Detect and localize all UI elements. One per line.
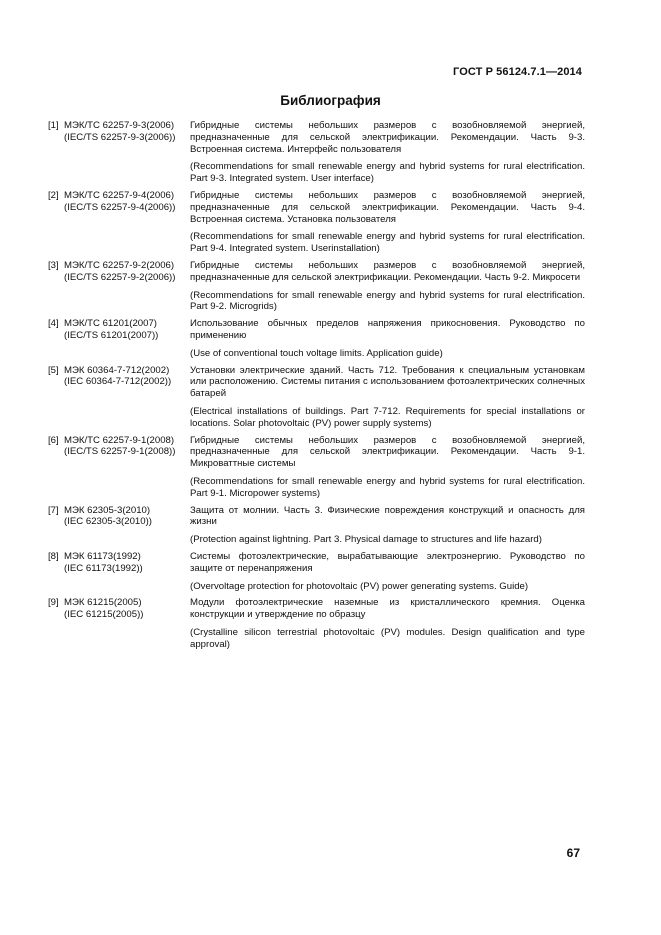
bibliography-entry bbox=[48, 551, 585, 592]
bibliography-entry bbox=[48, 318, 585, 359]
reference-ru: МЭК/ТС 62257-9-3(2006) bbox=[64, 120, 175, 131]
entry-title-ru: Модули фотоэлектрические наземные из кристаллического кремния. Оценка конструкции и утверждение по образцу bbox=[190, 597, 585, 621]
entry-title-en: (Electrical installations of buildings. Part 7-712. Requirements for special installations or locations. Solar photovoltaic (PV) power supply systems) bbox=[190, 405, 585, 429]
entry-number: [9] bbox=[48, 597, 59, 609]
entry-title-en: (Recommendations for small renewable energy and hybrid systems for rural electrification. Part 9-1. Micropower systems) bbox=[190, 475, 585, 499]
entry-reference bbox=[64, 190, 190, 255]
entry-title-en: (Use of conventional touch voltage limits. Application guide) bbox=[190, 347, 443, 359]
entry-number: [8] bbox=[48, 550, 59, 562]
bibliography-list bbox=[48, 120, 585, 655]
reference-ru: МЭК/ТС 62257-9-2(2006) bbox=[64, 259, 175, 271]
bibliography-entry bbox=[48, 365, 585, 430]
reference-en: (IEC/TS 62257-9-3(2006)) bbox=[64, 131, 176, 143]
entry-title-en: (Overvoltage protection for photovoltaic (PV) power generating systems. Guide) bbox=[190, 580, 529, 592]
reference-en: (IEC/TS 62257-9-1(2008)) bbox=[64, 446, 176, 458]
bibliography-entry bbox=[48, 435, 585, 500]
entry-number: [3] bbox=[48, 259, 59, 271]
entry-title-ru: Использование обычных пределов напряжения прикосновения. Руководство по применению bbox=[190, 318, 585, 341]
entry-title-en: (Crystalline silicon terrestrial photovoltaic (PV) modules. Design qualification and type approval) bbox=[190, 626, 585, 650]
entry-title-ru: Гибридные системы небольших размеров с возобновляемой энергией, предназначенные для сельской электрификации. Рекомендации. Часть 9-3. Встроенная система. Интерфейс пользователя bbox=[190, 120, 585, 155]
page-number: 67 bbox=[566, 846, 580, 860]
reference-en: (IEC/TS 62257-9-2(2006)) bbox=[64, 271, 176, 283]
bibliography-entry bbox=[48, 260, 585, 313]
entry-title-en: (Recommendations for small renewable energy and hybrid systems for rural electrification. Part 9-2. Microgrids) bbox=[190, 289, 585, 313]
entry-number: [6] bbox=[48, 434, 59, 446]
bibliography-entry bbox=[48, 120, 585, 185]
document-header: ГОСТ Р 56124.7.1—2014 bbox=[453, 66, 582, 78]
entry-number: [2] bbox=[48, 189, 59, 201]
entry-number: [1] bbox=[48, 120, 59, 131]
reference-en: (IEC 61215(2005)) bbox=[64, 609, 144, 621]
entry-title-en: (Recommendations for small renewable energy and hybrid systems for rural electrification. Part 9-3. Integrated system. User interface) bbox=[190, 161, 585, 185]
reference-ru: МЭК/ТС 61201(2007) bbox=[64, 318, 158, 330]
bibliography-entry bbox=[48, 505, 585, 546]
entry-reference bbox=[64, 365, 190, 430]
entry-reference bbox=[64, 551, 190, 592]
entry-title-ru: Установки электрические зданий. Часть 712. Требования к специальным установкам или расположению. Системы питания с использованием фотоэлектрических солнечных батарей bbox=[190, 364, 585, 400]
reference-ru: МЭК 60364-7-712(2002) bbox=[64, 364, 170, 376]
entry-reference bbox=[64, 597, 190, 650]
entry-reference bbox=[64, 260, 190, 313]
entry-title-ru: Гибридные системы небольших размеров с возобновляемой энергией, предназначенные для сельской электрификации. Рекомендации. Часть 9-1. Микроваттные системы bbox=[190, 434, 585, 470]
reference-en: (IEC 61173(1992)) bbox=[64, 562, 143, 574]
entry-number: [7] bbox=[48, 504, 59, 516]
entry-title-en: (Protection against lightning. Part 3. Physical damage to structures and life hazard) bbox=[190, 534, 542, 546]
reference-ru: МЭК 62305-3(2010) bbox=[64, 504, 151, 516]
entry-reference bbox=[64, 505, 190, 546]
reference-en: (IEC/TS 62257-9-4(2006)) bbox=[64, 201, 176, 213]
reference-ru: МЭК/ТС 62257-9-4(2006) bbox=[64, 189, 175, 201]
entry-number: [4] bbox=[48, 318, 59, 330]
reference-ru: МЭК 61215(2005) bbox=[64, 597, 142, 609]
entry-title-en: (Recommendations for small renewable energy and hybrid systems for rural electrification. Part 9-4. Integrated system. Userinstallation) bbox=[190, 231, 585, 255]
reference-ru: МЭК 61173(1992) bbox=[64, 550, 141, 562]
reference-ru: МЭК/ТС 62257-9-1(2008) bbox=[64, 434, 175, 446]
entry-number: [5] bbox=[48, 364, 59, 376]
bibliography-entry bbox=[48, 190, 585, 255]
entry-title-ru: Системы фотоэлектрические, вырабатывающие электроэнергию. Руководство по защите от перенапряжения bbox=[190, 550, 585, 574]
entry-reference bbox=[64, 435, 190, 500]
bibliography-entry bbox=[48, 597, 585, 650]
reference-en: (IEC/TS 61201(2007)) bbox=[64, 329, 159, 341]
reference-en: (IEC 60364-7-712(2002)) bbox=[64, 376, 172, 388]
entry-title-ru: Гибридные системы небольших размеров с возобновляемой энергией, предназначенные для сельской электрификации. Рекомендации. Часть 9-2. Микросети bbox=[190, 259, 585, 283]
entry-title-ru: Защита от молнии. Часть 3. Физические повреждения конструкций и опасность для жизни bbox=[190, 504, 585, 528]
entry-reference bbox=[64, 120, 190, 185]
page-title: Библиография bbox=[280, 93, 381, 108]
reference-en: (IEC 62305-3(2010)) bbox=[64, 516, 152, 528]
entry-reference bbox=[64, 318, 190, 359]
entry-title-ru: Гибридные системы небольших размеров с возобновляемой энергией, предназначенные для сельской электрификации. Рекомендации. Часть 9-4. Встроенная система. Установка пользователя bbox=[190, 189, 585, 225]
